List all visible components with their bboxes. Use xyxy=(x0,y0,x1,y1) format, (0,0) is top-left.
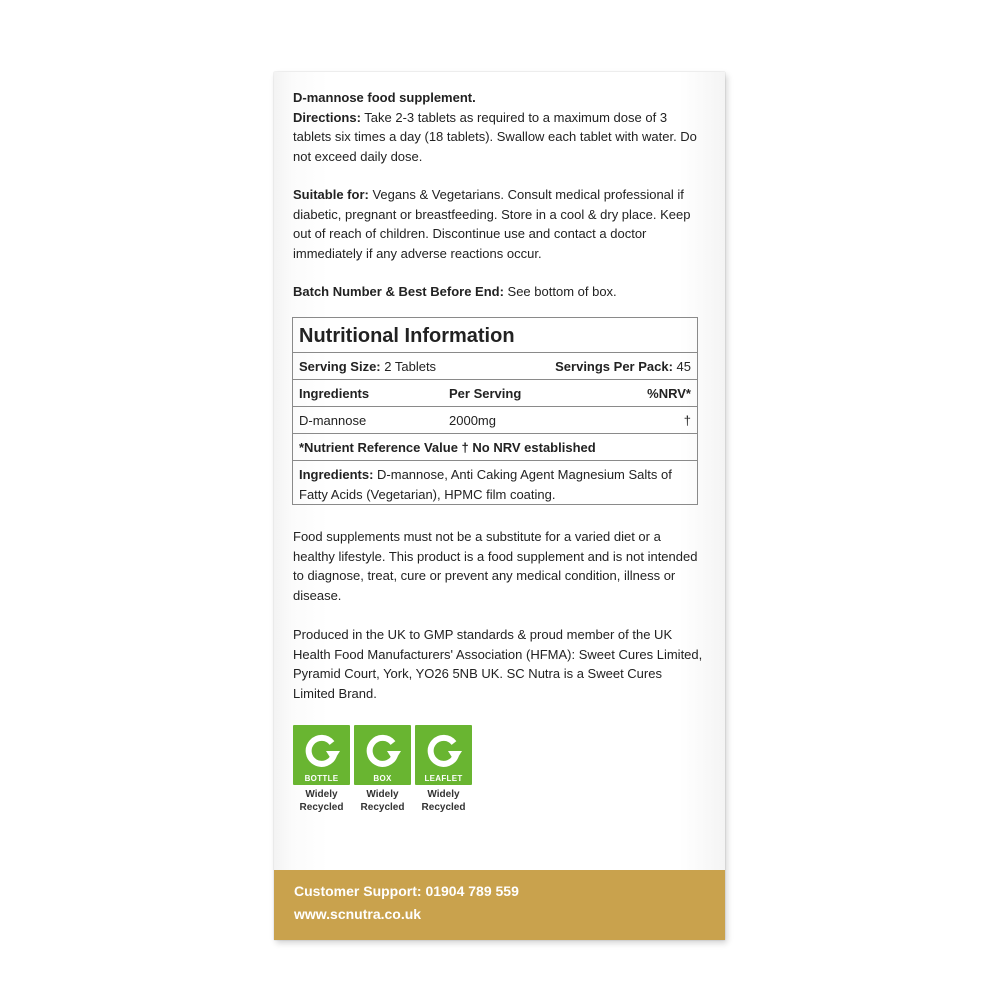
serving-size-value: 2 Tablets xyxy=(380,358,437,374)
recycle-caption-line1: Widely xyxy=(427,789,460,800)
servings-per-pack-value: 45 xyxy=(672,358,691,374)
disclaimer-text: Food supplements must not be a substitute for a varied diet or a healthy lifestyle. This product is a food supplement and is not intended to diagnose, treat, cure or prevent any medical condition, illness or disease. xyxy=(293,529,698,603)
product-name: D-mannose food supplement. xyxy=(293,90,476,105)
table-row xyxy=(293,406,697,433)
recycle-label: BOX xyxy=(373,774,392,783)
nrv-footnote-text: *Nutrient Reference Value † No NRV established xyxy=(299,439,596,455)
directions-text: Take 2-3 tablets as required to a maximum dose of 3 tablets six times a day (18 tablets). Swallow each tablet with water. Do not exceed daily dose. xyxy=(293,109,697,164)
ingredients-label: Ingredients: xyxy=(299,467,374,482)
producer-section xyxy=(293,625,703,703)
recycle-label: LEAFLET xyxy=(424,774,463,783)
recycle-caption-line2: Recycled xyxy=(299,802,344,813)
website-link: www.scnutra.co.uk xyxy=(294,906,422,922)
serving-row xyxy=(293,352,697,379)
header-ingredients: Ingredients xyxy=(299,385,370,401)
servings-per-pack-label: Servings Per Pack: xyxy=(555,358,673,374)
recycle-caption-line2: Recycled xyxy=(421,802,466,813)
ingredient-name: D-mannose xyxy=(299,412,367,428)
suitable-text: Vegans & Vegetarians. Consult medical professional if diabetic, pregnant or breastfeeding. Store in a cool & dry place. Keep out of reach of children. Discontinue use and contact a doctor immediately if any adverse reactions occur. xyxy=(293,187,691,261)
ingredients-text: D-mannose, Anti Caking Agent Magnesium Salts of Fatty Acids (Vegetarian), HPMC film coating. xyxy=(299,467,672,502)
suitable-label: Suitable for: xyxy=(293,187,369,202)
recycle-box xyxy=(354,725,411,814)
header-nrv: %NRV* xyxy=(647,385,691,401)
producer-text: Produced in the UK to GMP standards & proud member of the UK Health Food Manufacturers' Association (HFMA): Sweet Cures Limited, Pyramid Court, York, YO26 5NB UK. SC Nutra is a Sweet Cures Limited Brand. xyxy=(293,627,703,701)
recycle-arrow-icon xyxy=(363,731,402,771)
recycle-icon xyxy=(293,725,350,785)
directions-section xyxy=(293,88,703,302)
batch-label: Batch Number & Best Before End: xyxy=(293,284,504,299)
serving-size-label: Serving Size: xyxy=(299,358,381,374)
recycle-label: BOTTLE xyxy=(304,774,339,783)
customer-support-banner xyxy=(274,870,725,940)
recycle-caption-line1: Widely xyxy=(305,789,338,800)
nrv-footnote xyxy=(293,433,697,460)
header-per-serving: Per Serving xyxy=(449,385,522,401)
recycle-arrow-icon xyxy=(302,731,341,771)
ingredient-amount: 2000mg xyxy=(449,412,496,428)
nutrition-table xyxy=(292,317,698,505)
ingredients-row xyxy=(293,460,697,511)
nutrition-title: Nutritional Information xyxy=(299,325,515,347)
directions-label: Directions: xyxy=(293,109,361,125)
recycle-leaflet xyxy=(415,725,472,814)
batch-text: See bottom of box. xyxy=(503,284,617,299)
recycle-bottle xyxy=(293,725,350,814)
recycle-arrow-icon xyxy=(424,731,463,771)
recycle-icon xyxy=(354,725,411,785)
product-box-back xyxy=(274,72,725,940)
table-header-row xyxy=(293,379,697,406)
ingredient-nrv: † xyxy=(683,412,691,428)
recycle-icon xyxy=(415,725,472,785)
disclaimer-section xyxy=(293,527,703,605)
recycle-caption-line1: Widely xyxy=(366,789,399,800)
support-phone: Customer Support: 01904 789 559 xyxy=(294,883,519,899)
recycle-caption-line2: Recycled xyxy=(360,802,405,813)
recycling-logos xyxy=(293,725,472,814)
